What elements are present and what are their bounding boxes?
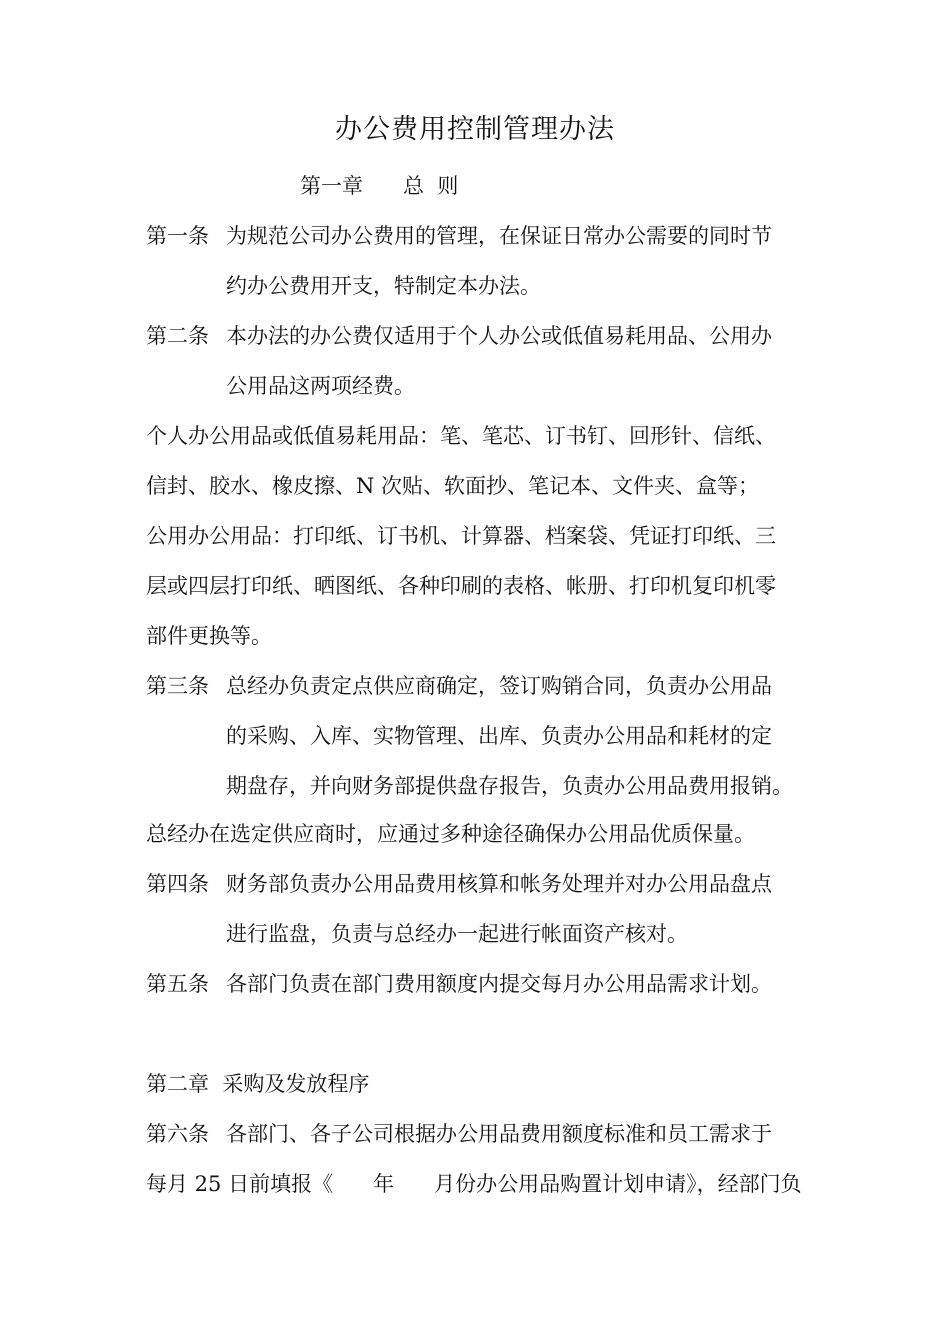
article-1-label: 第一条 <box>146 224 209 248</box>
article-5-line-1: 各部门负责在部门费用额度内提交每月办公用品需求计划。 <box>226 972 772 996</box>
article-2-label: 第二条 <box>146 324 209 348</box>
article-3-line-1: 总经办负责定点供应商确定，签订购销合同，负责办公用品 <box>226 674 772 698</box>
article-1-line-2: 约办公费用开支，特制定本办法。 <box>226 274 541 298</box>
article-6-line-1: 各部门、各子公司根据办公用品费用额度标准和员工需求于 <box>226 1122 772 1146</box>
chapter-2-heading: 第二章 采购及发放程序 <box>146 1072 370 1096</box>
article-1-line-1: 为规范公司办公费用的管理，在保证日常办公需要的同时节 <box>226 224 772 248</box>
article-3-line-3: 期盘存，并向财务部提供盘存报告，负责办公用品费用报销。 <box>226 774 793 798</box>
article-2-line-1: 本办法的办公费仅适用于个人办公或低值易耗用品、公用办 <box>226 324 772 348</box>
chapter-1-heading: 第一章 总 则 <box>300 174 459 198</box>
public-items-line-2: 层或四层打印纸、晒图纸、各种印刷的表格、帐册、打印机复印机零 <box>146 574 776 598</box>
public-items-line-3: 部件更换等。 <box>146 624 272 648</box>
article-2-line-2: 公用品这两项经费。 <box>226 374 415 398</box>
article-4-line-2: 进行监盘，负责与总经办一起进行帐面资产核对。 <box>226 922 688 946</box>
personal-items-line-1: 个人办公用品或低值易耗用品：笔、笔芯、订书钉、回形针、信纸、 <box>146 424 776 448</box>
article-6-line-2: 每月 25 日前填报《 年 月份办公用品购置计划申请》，经部门负 <box>146 1172 802 1196</box>
article-4-line-1: 财务部负责办公用品费用核算和帐务处理并对办公用品盘点 <box>226 872 772 896</box>
document-title: 办公费用控制管理办法 <box>335 114 615 145</box>
article-5-label: 第五条 <box>146 972 209 996</box>
public-items-line-1: 公用办公用品：打印纸、订书机、计算器、档案袋、凭证打印纸、三 <box>146 524 776 548</box>
article-3-line-2: 的采购、入库、实物管理、出库、负责办公用品和耗材的定 <box>226 724 772 748</box>
article-3-note: 总经办在选定供应商时，应通过多种途径确保办公用品优质保量。 <box>146 822 755 846</box>
personal-items-line-2: 信封、胶水、橡皮擦、N 次贴、软面抄、笔记本、文件夹、盒等； <box>146 474 760 498</box>
article-3-label: 第三条 <box>146 674 209 698</box>
article-6-label: 第六条 <box>146 1122 209 1146</box>
article-4-label: 第四条 <box>146 872 209 896</box>
